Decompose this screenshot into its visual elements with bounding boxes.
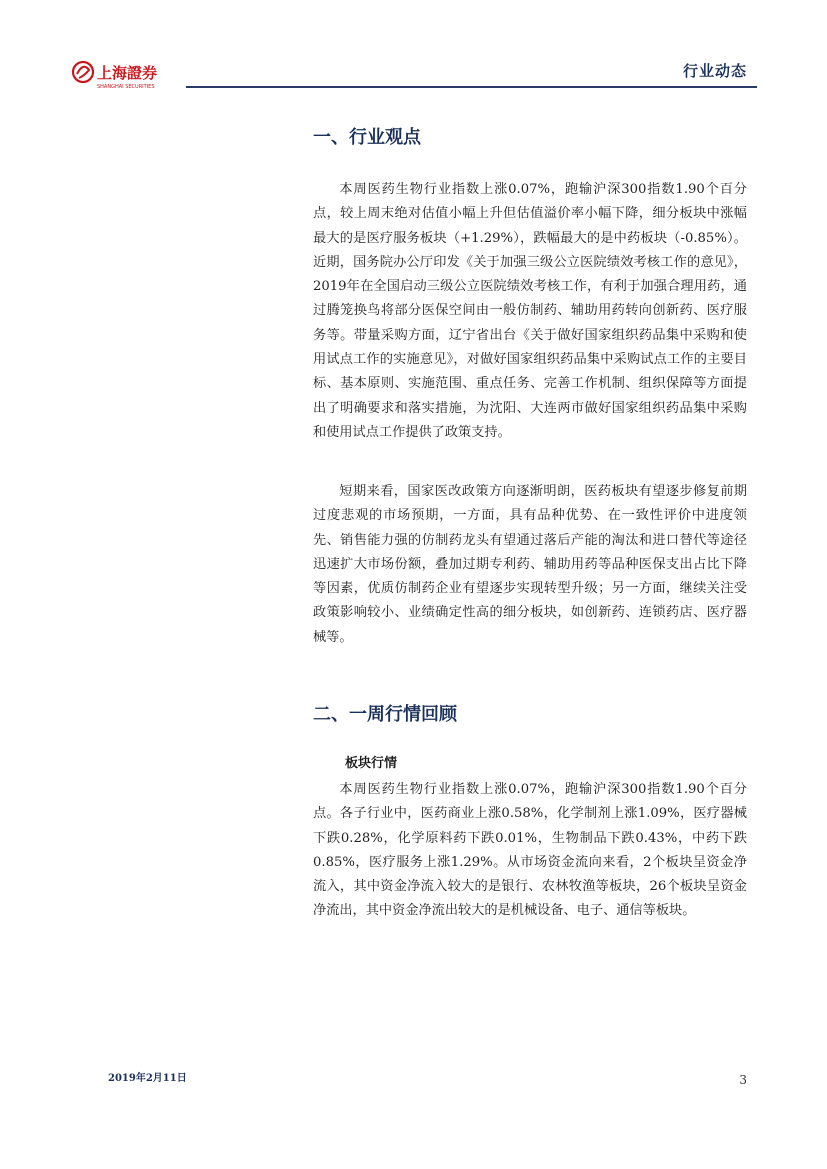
section-industry-view	[313, 123, 747, 153]
page-number: 3	[739, 1073, 747, 1087]
section-title: 一、行业观点	[313, 127, 421, 148]
paragraph: 短期来看，国家医改政策方向逐渐明朗，医药板块有望逐步修复前期过度悲观的市场预期，一方面，具有品种优势、在一致性评价中进度领先、销售能力强的仿制药龙头有望通过落后产能的淘汰和进口替代等途径迅速扩大市场份额，叠加过期专利药、辅助用药等品种医保支出占比下降等因素，优质仿制药企业有望逐步实现转型升级；另一方面，继续关注受政策影响较小、业绩确定性高的细分板块，如创新药、连锁药店、医疗器械等。	[313, 484, 747, 645]
svg-text:SHANGHAI SECURITIES: SHANGHAI SECURITIES	[97, 84, 155, 90]
paragraph: 本周医药生物行业指数上涨0.07%，跑输沪深300指数1.90个百分点，较上周末绝对估值小幅上升但估值溢价率小幅下降，细分板块中涨幅最大的是医疗服务板块（+1.29%），跌幅最大的是中药板块（-0.85%）。近期，国务院办公厅印发《关于加强三级公立医院绩效考核工作的意见》，2019年在全国启动三级公立医院绩效考核工作，有利于加强合理用药，通过腾笼换鸟将部分医保空间由一般仿制药、辅助用药转向创新药、医疗服务等。带量采购方面，辽宁省出台《关于做好国家组织药品集中采购和使用试点工作的实施意见》，对做好国家组织药品集中采购试点工作的主要目标、基本原则、实施范围、重点任务、完善工作机制、组织保障等方面提出了明确要求和落实措施，为沈阳、大连两市做好国家组织药品集中采购和使用试点工作提供了政策支持。	[313, 182, 747, 440]
subheading: 板块行情	[345, 756, 398, 771]
company-logo	[70, 58, 180, 92]
header-divider	[186, 86, 757, 88]
footer-date: 2019年2月11日	[108, 1073, 187, 1084]
section-title: 二、一周行情回顾	[313, 704, 457, 725]
paragraph: 本周医药生物行业指数上涨0.07%，跑输沪深300指数1.90个百分点。各子行业中，医药商业上涨0.58%，化学制剂上涨1.09%，医疗器械下跌0.28%，化学原料药下跌0.01%，生物制品下跌0.43%，中药下跌0.85%，医疗服务上涨1.29%。从市场资金流向来看，2个板块呈资金净流入，其中资金净流入较大的是银行、农林牧渔等板块，26个板块呈资金净流出，其中资金净流出较大的是机械设备、电子、通信等板块。	[313, 782, 747, 919]
header-title: 行业动态	[682, 62, 747, 80]
section-weekly-review	[313, 700, 747, 730]
svg-text:上海證券: 上海證券	[97, 64, 158, 82]
